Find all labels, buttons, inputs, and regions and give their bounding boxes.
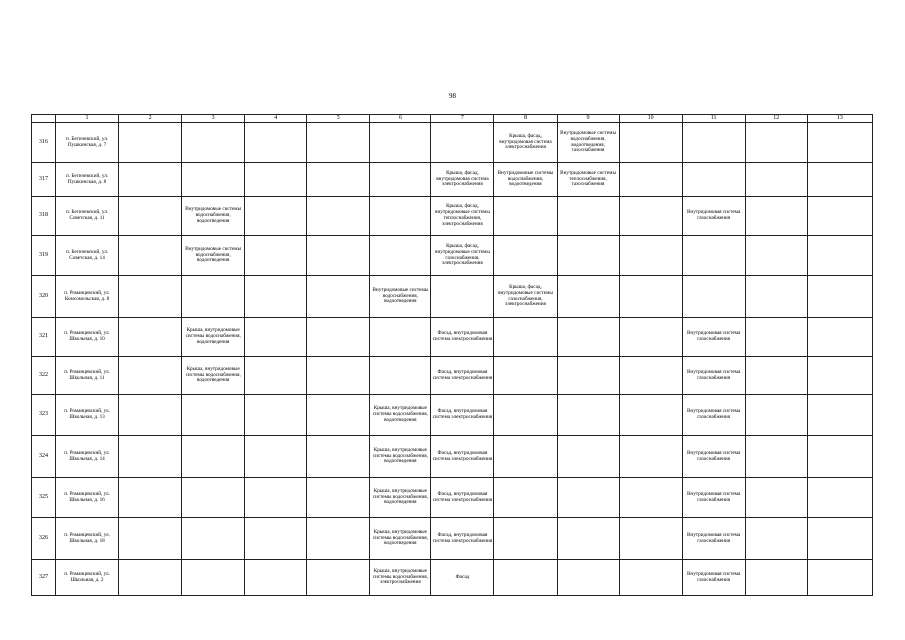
header-cell: 1 [56, 115, 119, 123]
header-cell: 5 [307, 115, 370, 123]
work-cell: Внутридомовые системы водоснабжения, водоотведения [182, 197, 245, 236]
address-cell: п. Романцевский, ул. Школьная, д. 10 [56, 318, 119, 357]
header-cell: 7 [431, 115, 494, 123]
work-cell [494, 436, 557, 478]
work-cell: Крыша, внутридомовые системы водоснабжения, водоотведения [182, 318, 245, 357]
work-cell [307, 478, 370, 518]
work-cell: Внутридомовая система газоснабжения [682, 395, 745, 436]
table-row [32, 518, 873, 560]
work-cell [182, 276, 245, 318]
address-cell: п. Романцевский, ул. Школьная, д. 18 [56, 518, 119, 560]
table-row [32, 318, 873, 357]
header-cell-index [32, 115, 56, 123]
work-cell: Внутридомовая система газоснабжения [682, 560, 745, 596]
work-cell [557, 436, 619, 478]
work-cell [119, 318, 182, 357]
row-number-cell: 326 [32, 518, 56, 560]
work-cell [245, 436, 307, 478]
table-row [32, 123, 873, 163]
work-cell: Крыша, фасад, внутридомовые системы теплоснабжения, электроснабжения [431, 197, 494, 236]
work-cell: Внутридомовые системы водоснабжения, водоотведения, газоснабжения [557, 123, 619, 163]
work-cell [807, 560, 872, 596]
work-cell [119, 197, 182, 236]
work-cell [431, 276, 494, 318]
work-cell [245, 318, 307, 357]
work-cell: Фасад, внутридомовая система электроснабжения [431, 395, 494, 436]
work-cell [619, 478, 682, 518]
work-cell [182, 395, 245, 436]
work-cell: Внутридомовая система газоснабжения [682, 518, 745, 560]
work-cell [557, 478, 619, 518]
table-row [32, 236, 873, 276]
work-cell [557, 197, 619, 236]
work-cell [807, 236, 872, 276]
work-cell [182, 436, 245, 478]
work-cell [494, 395, 557, 436]
table-row [32, 276, 873, 318]
work-cell [370, 123, 431, 163]
row-number-cell: 318 [32, 197, 56, 236]
work-cell [807, 318, 872, 357]
work-cell [807, 357, 872, 395]
header-cell: 8 [494, 115, 557, 123]
work-cell [245, 395, 307, 436]
work-cell [619, 318, 682, 357]
work-cell: Фасад, внутридомовая система электроснабжения [431, 357, 494, 395]
work-cell: Крыша, внутридомовые системы водоснабжения, водоотведения [370, 395, 431, 436]
header-cell: 9 [557, 115, 619, 123]
work-cell [119, 357, 182, 395]
address-cell: п. Бегичевский, ул. Пушкинская, д. 7 [56, 123, 119, 163]
work-cell [557, 560, 619, 596]
work-cell: Фасад, внутридомовая система электроснабжения [431, 436, 494, 478]
work-cell [119, 276, 182, 318]
work-cell [619, 197, 682, 236]
table-row [32, 436, 873, 478]
address-cell: п. Бегичевский, ул. Пушкинская, д. 8 [56, 163, 119, 197]
work-cell [119, 395, 182, 436]
address-cell: п. Романцевский, ул. Школьная, д. 13 [56, 395, 119, 436]
work-cell: Внутридомовая система газоснабжения [682, 478, 745, 518]
work-cell [245, 276, 307, 318]
work-cell: Внутридомовая система газоснабжения [682, 318, 745, 357]
work-cell [182, 163, 245, 197]
work-cell [745, 276, 807, 318]
work-cell [307, 357, 370, 395]
work-cell: Внутридомовые системы теплоснабжения, газоснабжения [557, 163, 619, 197]
row-number-cell: 325 [32, 478, 56, 518]
work-cell [682, 123, 745, 163]
work-cell [807, 436, 872, 478]
work-cell [307, 318, 370, 357]
row-number-cell: 319 [32, 236, 56, 276]
work-cell [119, 123, 182, 163]
work-cell [119, 518, 182, 560]
work-cell [494, 197, 557, 236]
work-cell [682, 236, 745, 276]
work-cell [370, 357, 431, 395]
work-cell [182, 560, 245, 596]
row-number-cell: 320 [32, 276, 56, 318]
address-cell: п. Романцевский, ул. Школьная, д. 2 [56, 560, 119, 596]
row-number-cell: 316 [32, 123, 56, 163]
address-cell: п. Бегичевский, ул. Советская, д. 11 [56, 197, 119, 236]
work-cell [807, 518, 872, 560]
work-cell [619, 123, 682, 163]
table-row [32, 395, 873, 436]
work-cell [745, 318, 807, 357]
work-cell [619, 163, 682, 197]
work-cell [807, 123, 872, 163]
page-number: 98 [449, 92, 456, 100]
work-cell [245, 123, 307, 163]
table-row [32, 478, 873, 518]
work-cell [245, 236, 307, 276]
work-cell [807, 478, 872, 518]
work-cell [682, 276, 745, 318]
work-cell [245, 163, 307, 197]
work-cell [119, 560, 182, 596]
work-cell [245, 357, 307, 395]
address-cell: п. Романцевский, ул. Школьная, д. 16 [56, 478, 119, 518]
work-cell [807, 197, 872, 236]
work-cell [119, 436, 182, 478]
work-cell [619, 357, 682, 395]
work-cell: Крыша, фасад, внутридомовая система электроснабжения [431, 163, 494, 197]
work-cell [370, 318, 431, 357]
work-cell: Крыша, фасад, внутридомовая система электроснабжения [494, 123, 557, 163]
work-cell: Внутридомовые системы водоснабжения, водоотведения [370, 276, 431, 318]
work-cell: Фасад, внутридомовая система электроснабжения [431, 318, 494, 357]
work-cell: Крыша, внутридомовые системы водоснабжения, водоотведения [370, 518, 431, 560]
header-cell: 3 [182, 115, 245, 123]
work-cell [245, 560, 307, 596]
work-cell [557, 518, 619, 560]
table-row [32, 197, 873, 236]
header-cell: 4 [245, 115, 307, 123]
header-cell: 12 [745, 115, 807, 123]
work-cell [307, 163, 370, 197]
work-cell [431, 123, 494, 163]
work-cell [307, 395, 370, 436]
work-cell [245, 478, 307, 518]
work-cell [557, 395, 619, 436]
work-cell [494, 236, 557, 276]
work-cell [182, 518, 245, 560]
work-cell: Фасад, внутридомовая система электроснабжения [431, 518, 494, 560]
address-cell: п. Бегичевский, ул. Советская, д. 14 [56, 236, 119, 276]
work-cell [745, 123, 807, 163]
work-cell [745, 518, 807, 560]
work-cell [307, 276, 370, 318]
row-number-cell: 321 [32, 318, 56, 357]
row-number-cell: 324 [32, 436, 56, 478]
work-cell [245, 197, 307, 236]
table-row [32, 560, 873, 596]
row-number-cell: 323 [32, 395, 56, 436]
work-cell [494, 318, 557, 357]
work-cell [307, 236, 370, 276]
work-cell [745, 236, 807, 276]
work-cell: Внутридомовая система газоснабжения [682, 197, 745, 236]
work-cell: Фасад, внутридомовая система электроснабжения [431, 478, 494, 518]
work-cell [494, 560, 557, 596]
address-cell: п. Романцевский, ул. Школьная, д. 11 [56, 357, 119, 395]
address-cell: п. Романцевский, ул. Школьная, д. 14 [56, 436, 119, 478]
work-cell [619, 518, 682, 560]
work-cell [557, 236, 619, 276]
work-cell [807, 163, 872, 197]
table-row [32, 357, 873, 395]
table-body [32, 123, 873, 596]
work-cell [682, 163, 745, 197]
work-cell [745, 560, 807, 596]
work-cell [307, 123, 370, 163]
work-cell [119, 478, 182, 518]
work-cell: Фасад [431, 560, 494, 596]
work-cell [370, 163, 431, 197]
work-cell: Крыша, внутридомовые системы водоснабжения, водоотведения [182, 357, 245, 395]
header-cell: 6 [370, 115, 431, 123]
work-cell [619, 236, 682, 276]
work-cell: Внутридомовая система газоснабжения [682, 436, 745, 478]
row-number-cell: 327 [32, 560, 56, 596]
work-cell [619, 276, 682, 318]
work-cell [307, 518, 370, 560]
work-cell [494, 478, 557, 518]
work-cell [745, 357, 807, 395]
work-cell [745, 197, 807, 236]
work-cell [307, 560, 370, 596]
work-cell [307, 436, 370, 478]
header-cell: 10 [619, 115, 682, 123]
header-cell: 13 [807, 115, 872, 123]
work-cell [745, 478, 807, 518]
work-cell [745, 395, 807, 436]
address-cell: п. Романцевский, ул. Комсомольская, д. 8 [56, 276, 119, 318]
work-cell [619, 395, 682, 436]
work-cell: Крыша, фасад, внутридомовые системы газоснабжения, электроснабжения [494, 276, 557, 318]
work-cell [494, 357, 557, 395]
work-cell [745, 163, 807, 197]
work-cell: Внутридомовые системы водоснабжения, водоотведения [182, 236, 245, 276]
work-cell [619, 436, 682, 478]
work-cell [619, 560, 682, 596]
work-cell: Внутридомовая система газоснабжения [682, 357, 745, 395]
row-number-cell: 317 [32, 163, 56, 197]
work-cell [119, 163, 182, 197]
work-cell [370, 236, 431, 276]
work-cell [119, 236, 182, 276]
work-cell [557, 276, 619, 318]
header-cell: 11 [682, 115, 745, 123]
work-cell [307, 197, 370, 236]
work-cell [557, 318, 619, 357]
work-cell [370, 197, 431, 236]
repair-schedule-table [31, 114, 873, 596]
work-cell [807, 276, 872, 318]
header-row [32, 115, 873, 123]
work-cell [745, 436, 807, 478]
table-row [32, 163, 873, 197]
work-cell [182, 478, 245, 518]
work-cell [807, 395, 872, 436]
work-cell [557, 357, 619, 395]
work-cell [182, 123, 245, 163]
row-number-cell: 322 [32, 357, 56, 395]
work-cell [494, 518, 557, 560]
work-cell: Крыша, фасад, внутридомовые системы газоснабжения, электроснабжения [431, 236, 494, 276]
work-cell: Крыша, внутридомовые системы водоснабжения, электроснабжения [370, 560, 431, 596]
header-cell: 2 [119, 115, 182, 123]
work-cell: Внутридомовые системы водоснабжения, водоотведения [494, 163, 557, 197]
work-cell [245, 518, 307, 560]
work-cell: Крыша, внутридомовые системы водоснабжения, водоотведения [370, 478, 431, 518]
work-cell: Крыша, внутридомовые системы водоснабжения, водоотведения [370, 436, 431, 478]
